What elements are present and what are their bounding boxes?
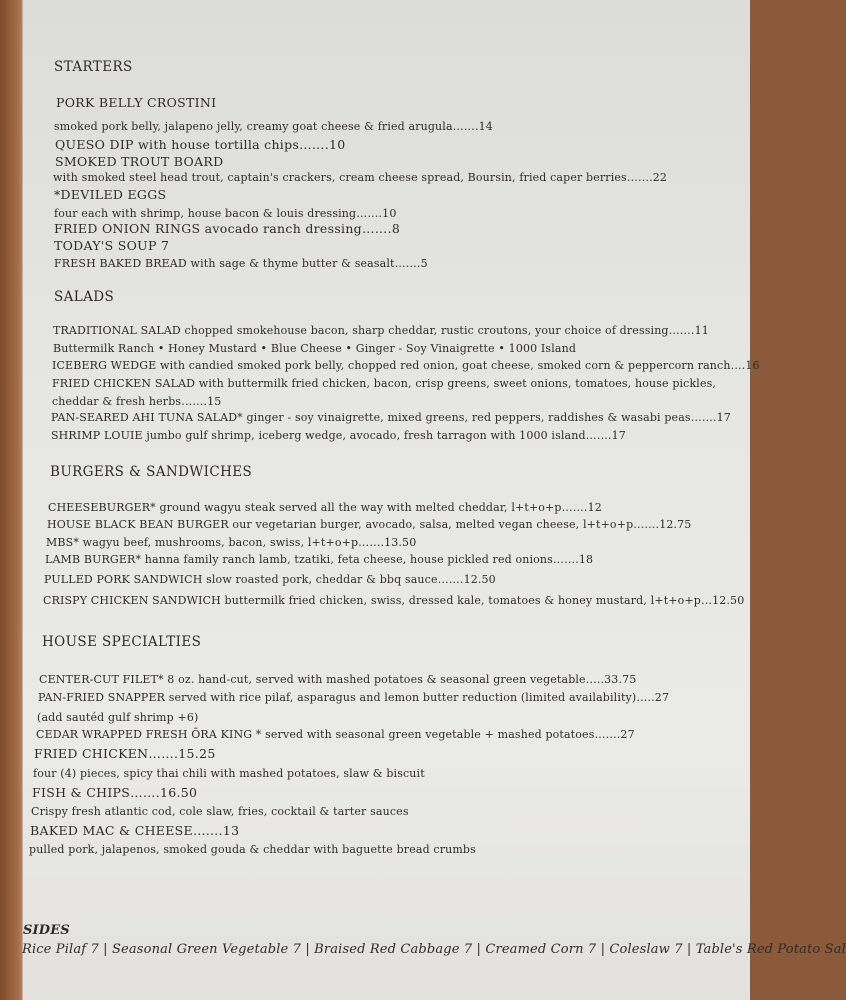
menu-item-line: four (4) pieces, spicy thai chili with mashed potatoes, slaw & biscuit	[33, 767, 425, 780]
menu-item-line: with smoked steel head trout, captain's crackers, cream cheese spread, Boursin, fried caper berries…….22	[53, 171, 668, 184]
menu-item-line: FRESH BAKED BREAD with sage & thyme butter & seasalt…….5	[54, 257, 428, 270]
section-heading-salads: SALADS	[54, 289, 115, 305]
menu-item-line: FRIED CHICKEN…….15.25	[34, 746, 216, 761]
menu-item-line: MBS* wagyu beef, mushrooms, bacon, swiss, l+t+o+p…….13.50	[46, 536, 417, 549]
menu-item-line: cheddar & fresh herbs…….15	[52, 395, 222, 408]
menu-item-line: FRIED CHICKEN SALAD with buttermilk fried chicken, bacon, crisp greens, sweet onions, tomatoes, house pickles,	[52, 377, 717, 390]
section-heading-specialties: HOUSE SPECIALTIES	[42, 634, 202, 650]
dressing-options: Buttermilk Ranch • Honey Mustard • Blue Cheese • Ginger - Soy Vinaigrette • 1000 Island	[53, 342, 577, 355]
menu-item-line: FISH & CHIPS…….16.50	[32, 785, 198, 800]
menu-item-line: ICEBERG WEDGE with candied smoked pork belly, chopped red onion, goat cheese, smoked corn & peppercorn ranch….16	[52, 359, 760, 372]
menu-item-line: CENTER-CUT FILET* 8 oz. hand-cut, served with mashed potatoes & seasonal green vegetable…..33.75	[39, 673, 637, 686]
menu-item-line: smoked pork belly, jalapeno jelly, creamy goat cheese & fried arugula…….14	[54, 120, 493, 133]
menu-item-line: PAN-FRIED SNAPPER served with rice pilaf, asparagus and lemon butter reduction (limited availability)…..27	[38, 691, 670, 704]
section-heading-sides: SIDES	[23, 923, 70, 938]
menu-item-line: TRADITIONAL SALAD chopped smokehouse bacon, sharp cheddar, rustic croutons, your choice of dressing…….11	[53, 324, 709, 337]
menu-item-line: SMOKED TROUT BOARD	[55, 154, 224, 169]
menu-item-line: CRISPY CHICKEN SANDWICH buttermilk fried chicken, swiss, dressed kale, tomatoes & honey mustard, l+t+o+p…12.50	[43, 594, 745, 607]
menu-item-line: CEDAR WRAPPED FRESH ŌRA KING * served with seasonal green vegetable + mashed potatoes…….27	[36, 728, 635, 741]
menu-item-line: *DEVILED EGGS	[54, 187, 167, 202]
section-heading-burgers: BURGERS & SANDWICHES	[50, 464, 253, 480]
menu-item-line: QUESO DIP with house tortilla chips…….10	[55, 137, 346, 152]
menu-item-line: PORK BELLY CROSTINI	[56, 95, 217, 110]
menu-item-line: FRIED ONION RINGS avocado ranch dressing…….8	[54, 221, 401, 236]
menu-item-line: SHRIMP LOUIE jumbo gulf shrimp, iceberg wedge, avocado, fresh tarragon with 1000 island…….17	[51, 429, 626, 442]
menu-item-line: four each with shrimp, house bacon & louis dressing…….10	[54, 207, 397, 220]
menu-item-line: CHEESEBURGER* ground wagyu steak served all the way with melted cheddar, l+t+o+p…….12	[48, 501, 602, 514]
menu-item-line: TODAY'S SOUP 7	[54, 238, 170, 253]
menu-item-line: HOUSE BLACK BEAN BURGER our vegetarian burger, avocado, salsa, melted vegan cheese, l+t+o+p…….12.75	[47, 518, 692, 531]
menu-item-line: LAMB BURGER* hanna family ranch lamb, tzatiki, feta cheese, house pickled red onions…….18	[45, 553, 594, 566]
menu-item-line: Crispy fresh atlantic cod, cole slaw, fries, cocktail & tarter sauces	[31, 805, 409, 818]
menu-item-line: (add sautéd gulf shrimp +6)	[37, 711, 199, 724]
menu-item-line: PAN-SEARED AHI TUNA SALAD* ginger - soy vinaigrette, mixed greens, red peppers, raddishes & wasabi peas…….17	[51, 411, 731, 424]
sides-list: Rice Pilaf 7 | Seasonal Green Vegetable 7 | Braised Red Cabbage 7 | Creamed Corn 7 | Coleslaw 7 | Table's Red Potato Sal	[22, 942, 846, 957]
menu-item-line: pulled pork, jalapenos, smoked gouda & cheddar with baguette bread crumbs	[29, 843, 476, 856]
menu-item-line: PULLED PORK SANDWICH slow roasted pork, cheddar & bbq sauce…….12.50	[44, 573, 496, 586]
section-heading-starters: STARTERS	[54, 59, 133, 75]
menu-item-line: BAKED MAC & CHEESE…….13	[30, 823, 240, 838]
